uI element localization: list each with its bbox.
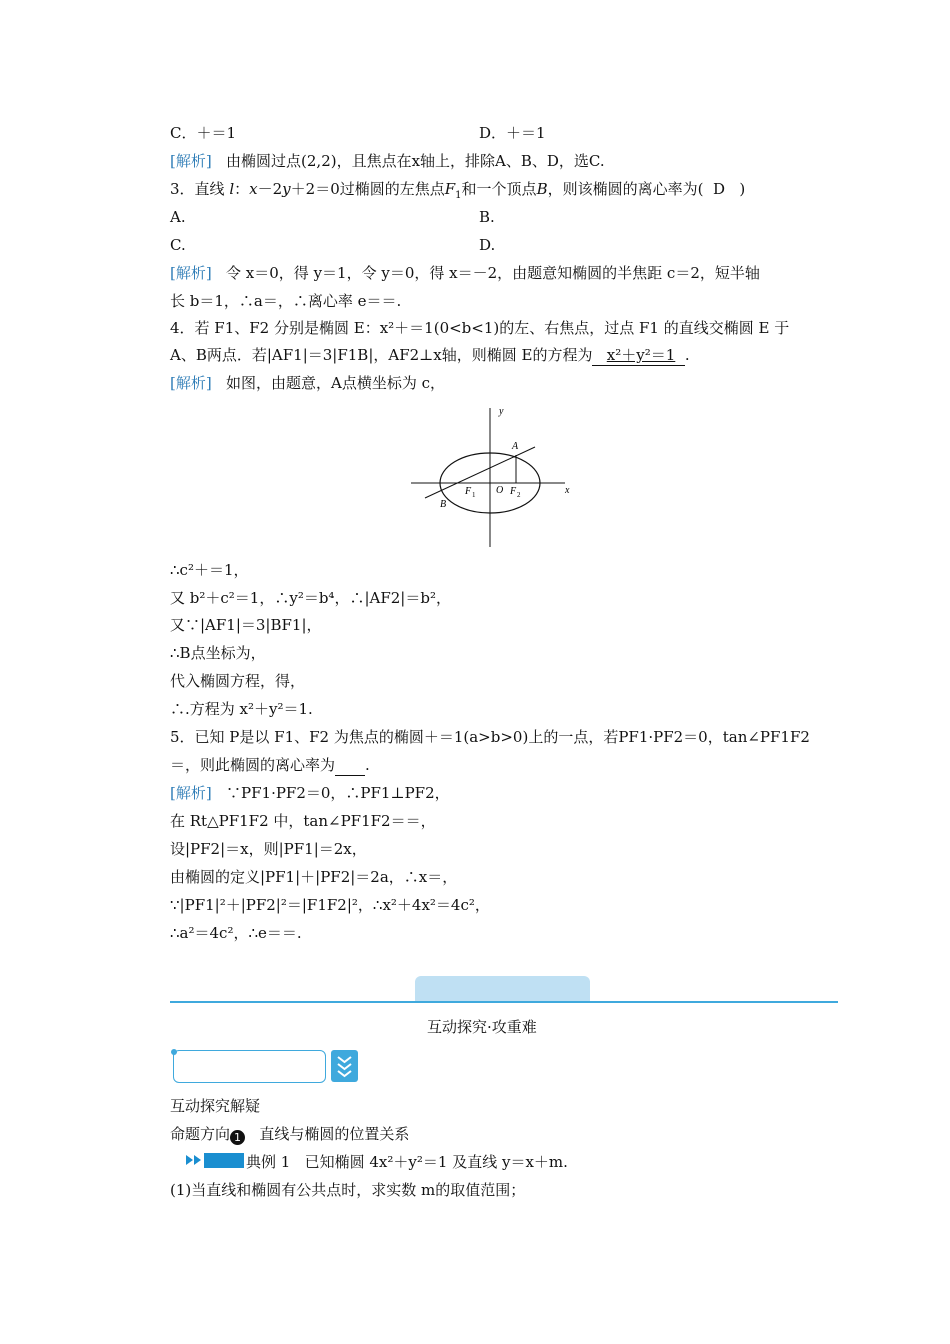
q5-step-3: 由椭圆的定义|PF1|＋|PF2|＝2a，∴x＝， (170, 868, 458, 886)
analysis-text: 由椭圆过点(2,2)，且焦点在x轴上，排除A、B、D，选C. (226, 152, 605, 170)
q5-step-1: 在 Rt△PF1F2 中，tan∠PF1F2＝＝， (170, 812, 436, 830)
q3-answer: D (713, 180, 726, 198)
f1-subscript: 1 (472, 491, 476, 499)
analysis-tag: [解析] (170, 784, 212, 802)
origin-label: O (496, 485, 504, 496)
example-heading (246, 1152, 568, 1172)
q3-var-l: l (229, 180, 235, 198)
q3-sub: 1 (455, 190, 462, 201)
q5-stem-line-2 (170, 755, 370, 776)
q3-stem-text: ，则该椭圆的离心率为( (547, 180, 704, 198)
q4-stem-line-1: 4．若 F1、F2 分别是椭圆 E：x²＋＝1(0<b<1)的左、右焦点，过点 F1 的直线交椭圆 E 于 (170, 319, 790, 337)
q3-stem-text: 3．直线 (170, 180, 225, 198)
q3-analysis-line-1 (170, 263, 760, 283)
q2-analysis (170, 151, 605, 171)
q3-option-c: C. (170, 236, 186, 254)
q5-stem-text: . (365, 756, 370, 774)
q3-stem-text: －2 (257, 180, 283, 198)
direction-label: 命题方向 (170, 1125, 231, 1143)
analysis-text: 令 x＝0，得 y＝1，令 y＝0，得 x＝－2，由题意知椭圆的半焦距 c＝2，短半轴 (226, 264, 760, 282)
q4-stem-text: . (684, 346, 690, 364)
q3-var-f: F (444, 180, 456, 198)
example-part-1: (1)当直线和椭圆有公共点时，求实数 m的取值范围； (170, 1181, 526, 1199)
q4-stem-line-2 (170, 345, 690, 366)
q3-stem-text: ＋2＝0过椭圆的左焦点 (290, 180, 445, 198)
q4-answer: x²＋y²＝1 (606, 346, 676, 364)
section-subtitle: 互动探究解疑 (170, 1097, 261, 1115)
q4-step-1: ∴c²＋＝1， (170, 561, 249, 579)
f1-label: F (465, 486, 472, 497)
section-header-tab (415, 976, 590, 1001)
section-divider (170, 1001, 838, 1003)
y-axis-label: y (499, 406, 504, 417)
analysis-text: ∵PF1·PF2＝0，∴PF1⊥PF2， (226, 784, 450, 802)
q4-stem-text: A、B两点．若|AF1|＝3|F1B|，AF2⊥x轴，则椭圆 E的方程为 (170, 346, 593, 364)
analysis-tag: [解析] (170, 374, 212, 392)
q2-option-d: D．＋＝1 (479, 124, 546, 142)
chevron-down-icon (331, 1050, 358, 1082)
q4-answer-blank (592, 345, 684, 366)
ellipse-figure (405, 400, 580, 550)
direction-heading (170, 1124, 409, 1145)
q5-step-2: 设|PF2|＝x，则|PF1|＝2x， (170, 840, 367, 858)
q3-option-a: A. (170, 208, 186, 226)
q4-step-5: 代入椭圆方程，得， (170, 672, 306, 690)
f2-subscript: 2 (517, 491, 521, 499)
q5-stem-text: ＝，则此椭圆的离心率为 (170, 756, 336, 774)
f2-label: F (510, 486, 517, 497)
point-b-label: B (440, 499, 447, 510)
q3-stem-text: ) (739, 180, 746, 198)
q3-var-x: x (249, 180, 258, 198)
q5-analysis (170, 783, 450, 803)
q3-option-b: B. (479, 208, 495, 226)
q3-var-y: y (282, 180, 291, 198)
q5-step-5: ∴a²＝4c²，∴e＝＝. (170, 924, 302, 942)
q4-step-2: 又 b²＋c²＝1，∴y²＝b⁴，∴|AF2|＝b²， (170, 589, 451, 607)
q3-option-d: D. (479, 236, 496, 254)
double-arrow-icon (184, 1152, 204, 1168)
q2-option-c: C．＋＝1 (170, 124, 237, 142)
example-text: 已知椭圆 4x²＋y²＝1 及直线 y＝x＋m. (304, 1153, 568, 1171)
q5-answer-blank (335, 755, 365, 776)
q3-stem (170, 179, 745, 199)
box-dot-icon (171, 1049, 177, 1055)
q3-analysis-line-2: 长 b＝1，∴a＝，∴离心率 e＝＝. (170, 292, 402, 310)
q3-stem-text: 和一个顶点 (461, 180, 537, 198)
q3-var-b: B (536, 180, 548, 198)
direction-title: 直线与椭圆的位置关系 (259, 1125, 410, 1143)
x-axis-label: x (565, 485, 570, 496)
q4-step-6: ∴.方程为 x²＋y²＝1. (170, 700, 313, 718)
q4-step-3: 又∵|AF1|＝3|BF1|， (170, 616, 322, 634)
direction-number-icon: 1 (230, 1130, 245, 1145)
q5-stem-line-1: 5．已知 P是以 F1、F2 为焦点的椭圆＋＝1(a>b>0)上的一点，若PF1·PF2＝0，tan∠PF1F2 (170, 728, 810, 746)
q5-step-4: ∵|PF1|²＋|PF2|²＝|F1F2|²，∴x²＋4x²＝4c²， (170, 896, 490, 914)
analysis-text: 如图，由题意，A点横坐标为 c， (226, 374, 446, 392)
section-title: 互动探究·攻重难 (427, 1018, 537, 1036)
point-a-label: A (512, 441, 519, 452)
section-label-box (173, 1050, 326, 1083)
analysis-tag: [解析] (170, 264, 212, 282)
analysis-tag: [解析] (170, 152, 212, 170)
example-label: 典例 1 (246, 1153, 291, 1171)
q4-analysis (170, 373, 445, 393)
q3-stem-text: ： (234, 180, 250, 198)
q4-step-4: ∴B点坐标为， (170, 644, 266, 662)
